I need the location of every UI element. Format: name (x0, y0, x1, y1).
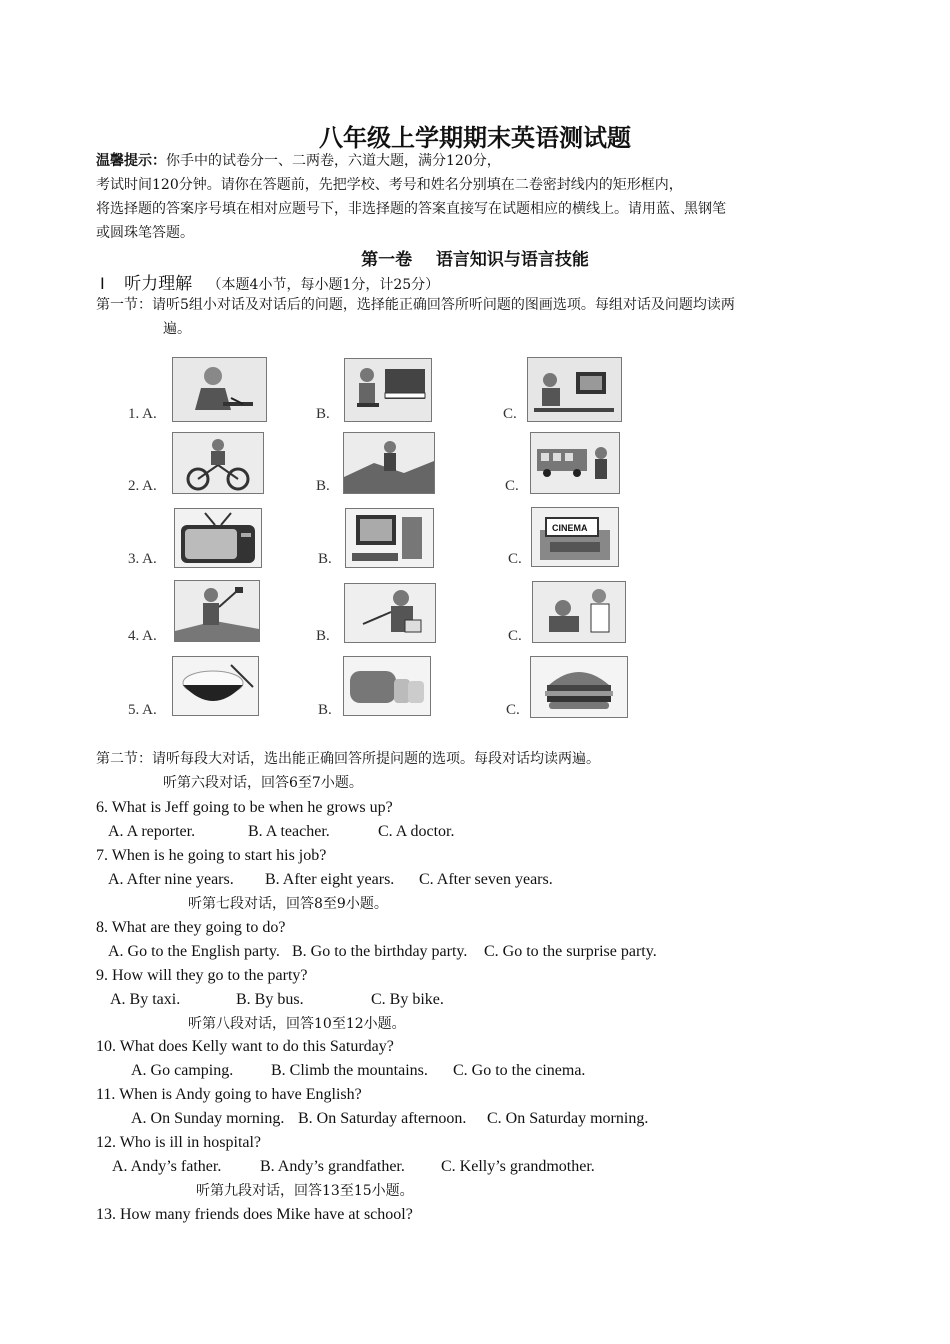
row2-label-b: B. (316, 478, 330, 494)
question-12: 12. Who is ill in hospital? (96, 1134, 262, 1151)
question-11: 11. When is Andy going to have English? (96, 1086, 362, 1103)
q8-option-b: B. Go to the birthday party. (292, 943, 468, 960)
girl-riding-bike-icon (172, 432, 264, 494)
question-6: 6. What is Jeff going to be when he grows up? (96, 799, 393, 816)
notice-line-4: 或圆珠笔答题。 (96, 225, 194, 241)
q12-option-a: A. Andy’s father. (112, 1158, 222, 1175)
row3-label-c: C. (508, 551, 522, 567)
q11-option-c: C. On Saturday morning. (487, 1110, 649, 1127)
q7-option-b: B. After eight years. (265, 871, 395, 888)
rice-bowl-icon (172, 656, 259, 716)
q6-option-b: B. A teacher. (248, 823, 330, 840)
piano-player-icon (344, 358, 432, 422)
row1-label-b: B. (316, 406, 330, 422)
notice-label: 温馨提示： (96, 153, 166, 169)
part2-intro: 第二节：请听每段大对话，选出能正确回答所提问题的选项。每段对话均读两遍。 (96, 751, 600, 767)
notice-line-2: 考试时间120分钟。请你在答题前，先把学校、考号和姓名分别填在二卷密封线内的矩形框内， (96, 177, 683, 193)
dialogue-6-instruction: 听第六段对话，回答6至7小题。 (163, 775, 363, 791)
q10-option-a: A. Go camping. (131, 1062, 234, 1079)
dialogue-9-instruction: 听第九段对话，回答13至15小题。 (196, 1183, 414, 1199)
dialogue-8-instruction: 听第八段对话，回答10至12小题。 (188, 1016, 406, 1032)
q12-option-b: B. Andy’s grandfather. (260, 1158, 405, 1175)
q9-option-b: B. By bus. (236, 991, 304, 1008)
q8-option-a: A. Go to the English party. (108, 943, 280, 960)
question-8: 8. What are they going to do? (96, 919, 286, 936)
section-note: （本题4小节，每小题1分，计25分） (207, 277, 440, 293)
q10-option-c: C. Go to the cinema. (453, 1062, 586, 1079)
q12-option-c: C. Kelly’s grandmother. (441, 1158, 595, 1175)
q7-option-c: C. After seven years. (419, 871, 553, 888)
row1-label-c: C. (503, 406, 517, 422)
row3-label-a: 3. A. (128, 551, 157, 567)
section-number: Ⅰ (100, 276, 105, 293)
teacher-icon (344, 583, 436, 643)
row4-label-a: 4. A. (128, 628, 157, 644)
section-title: 听力理解 (124, 274, 193, 294)
q11-option-a: A. On Sunday morning. (131, 1110, 285, 1127)
q6-option-a: A. A reporter. (108, 823, 196, 840)
question-13: 13. How many friends does Mike have at school? (96, 1206, 413, 1223)
person-and-bus-icon (530, 432, 620, 494)
notice-text-1: 你手中的试卷分一、二两卷，六道大题，满分120分， (166, 153, 501, 169)
row5-label-c: C. (506, 702, 520, 718)
person-walking-icon (343, 432, 435, 494)
doctor-and-patient-icon (532, 581, 626, 643)
hamburger-icon (530, 656, 628, 718)
q8-option-c: C. Go to the surprise party. (484, 943, 657, 960)
q7-option-a: A. After nine years. (108, 871, 234, 888)
q9-option-a: A. By taxi. (110, 991, 181, 1008)
row1-label-a: 1. A. (128, 406, 157, 422)
question-10: 10. What does Kelly want to do this Saturday? (96, 1038, 394, 1055)
cinema-building-icon (531, 507, 619, 567)
question-9: 9. How will they go to the party? (96, 967, 308, 984)
page-title: 八年级上学期期末英语测试题 (319, 124, 631, 152)
question-7: 7. When is he going to start his job? (96, 847, 327, 864)
section-1-heading (100, 269, 439, 297)
computer-icon (345, 508, 434, 568)
cinema-sign: CINEMA (552, 523, 588, 533)
notice-line-3: 将选择题的答案序号填在相对应题号下，非选择题的答案直接写在试题相应的横线上。请用蓝、黑钢笔 (96, 201, 726, 217)
row3-label-b: B. (318, 551, 332, 567)
q6-option-c: C. A doctor. (378, 823, 455, 840)
row5-label-b: B. (318, 702, 332, 718)
row4-label-c: C. (508, 628, 522, 644)
row2-label-c: C. (505, 478, 519, 494)
notice-line-1 (96, 150, 501, 173)
part1-line-2: 遍。 (163, 321, 191, 337)
q11-option-b: B. On Saturday afternoon. (298, 1110, 467, 1127)
row2-label-a: 2. A. (128, 478, 157, 494)
q9-option-c: C. By bike. (371, 991, 444, 1008)
girl-writing-icon (172, 357, 267, 422)
person-watching-tv-icon (527, 357, 622, 422)
volume-title: 第一卷 语言知识与语言技能 (361, 250, 589, 270)
tv-set-icon (174, 508, 262, 568)
bread-loaf-icon (343, 656, 431, 716)
part1-line-1: 第一节：请听5组小对话及对话后的问题，选择能正确回答所听问题的图画选项。每组对话及问题均读两 (96, 297, 735, 313)
row5-label-a: 5. A. (128, 702, 157, 718)
tour-guide-icon (174, 580, 260, 642)
q10-option-b: B. Climb the mountains. (271, 1062, 428, 1079)
dialogue-7-instruction: 听第七段对话，回答8至9小题。 (188, 896, 388, 912)
row4-label-b: B. (316, 628, 330, 644)
